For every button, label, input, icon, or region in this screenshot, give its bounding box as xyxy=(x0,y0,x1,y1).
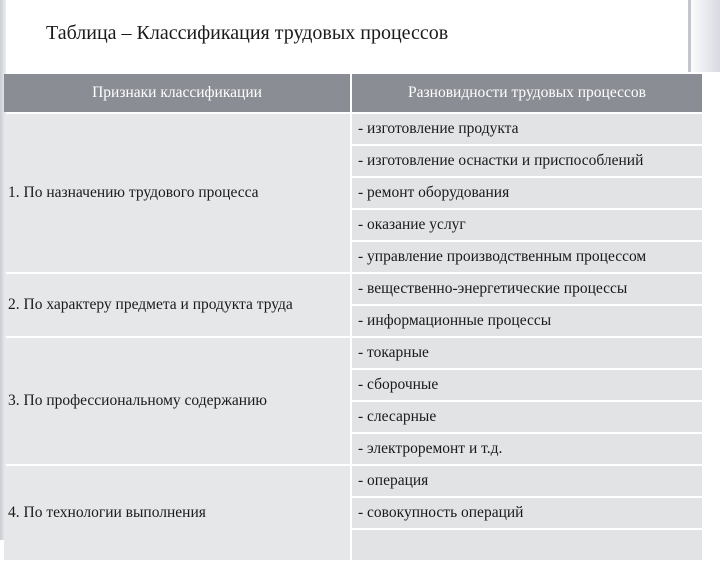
variety-cell: - слесарные xyxy=(352,402,702,432)
criterion-cell: 3. По профессиональному содержанию xyxy=(4,338,350,464)
variety-cell: - вещественно-энергетические процессы xyxy=(352,274,702,304)
variety-cell: - оказание услуг xyxy=(352,210,702,240)
variety-cell: - электроремонт и т.д. xyxy=(352,434,702,464)
criterion-cell: 2. По характеру предмета и продукта труда xyxy=(4,274,350,336)
variety-cell: - совокупность операций xyxy=(352,498,702,528)
variety-cell: - изготовление оснастки и приспособлений xyxy=(352,146,702,176)
variety-cell xyxy=(352,530,702,560)
variety-cell: - операция xyxy=(352,466,702,496)
variety-cell: - ремонт оборудования xyxy=(352,178,702,208)
variety-cell: - информационные процессы xyxy=(352,306,702,336)
slide-frame-right xyxy=(688,0,720,72)
table-row xyxy=(4,466,702,496)
table-row xyxy=(4,338,702,368)
variety-cell: - токарные xyxy=(352,338,702,368)
table-title: Таблица – Классификация трудовых процессов xyxy=(46,22,449,44)
variety-cell: - изготовление продукта xyxy=(352,114,702,144)
criterion-cell: 4. По технологии выполнения xyxy=(4,466,350,560)
table-header-row xyxy=(4,74,702,112)
table-row xyxy=(4,274,702,304)
criterion-cell: 1. По назначению трудового процесса xyxy=(4,114,350,272)
variety-cell: - управление производственным процессом xyxy=(352,242,702,272)
variety-cell: - сборочные xyxy=(352,370,702,400)
header-criteria: Признаки классификации xyxy=(4,74,350,112)
header-varieties: Разновидности трудовых процессов xyxy=(352,74,702,112)
table-row xyxy=(4,114,702,144)
classification-table xyxy=(2,72,704,562)
